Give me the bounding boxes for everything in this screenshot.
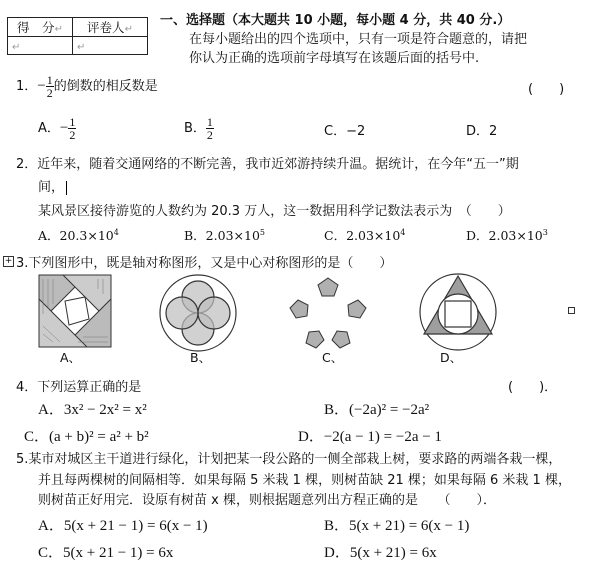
q4-option-c[interactable]: C．(a + b)² = a² + b² <box>24 429 149 445</box>
q5-line2: 并且每两棵树的间隔相等．如果每隔 5 米栽 1 棵，则树苗缺 21 棵；如果每隔 6 米栽 1 棵， <box>38 473 571 488</box>
figure-a-label: A、 <box>60 350 82 365</box>
question-4: 4．下列运算正确的是 <box>16 380 142 395</box>
figure-d-label: D、 <box>440 350 463 365</box>
score-table <box>7 17 148 55</box>
move-handle-icon[interactable]: + <box>4 256 13 266</box>
q5-line3: 则树苗正好用完．设原有树苗 x 棵，则根据题意列出方程正确的是 （ ）． <box>38 493 496 508</box>
q2-line2: 间， <box>38 176 67 195</box>
q4-option-d[interactable]: D．−2(a − 1) = −2a − 1 <box>298 429 442 445</box>
q5-option-c[interactable]: C．5(x + 21 − 1) = 6x <box>38 545 174 561</box>
figure-c-label: C、 <box>322 350 344 365</box>
q2-option-a[interactable]: A．$20.3\times 10^4$ <box>38 227 119 243</box>
q1-option-a[interactable]: A．− $\frac{1}{2}$ <box>38 115 76 142</box>
q4-option-b[interactable]: B．(−2a)² = −2a² <box>324 402 430 418</box>
q4-option-a[interactable]: A．3x² − 2x² = x² <box>38 402 147 418</box>
grader-cell[interactable]: ↵ <box>73 37 148 55</box>
q4-answer-paren[interactable]: ( )． <box>508 380 558 395</box>
figure-a[interactable] <box>38 274 112 348</box>
figure-d[interactable] <box>416 268 500 352</box>
q5-option-b[interactable]: B．5(x + 21) = 6(x − 1) <box>324 518 470 534</box>
figure-b-label: B、 <box>190 350 212 365</box>
section-intro-line1: 在每小题给出的四个选项中，只有一项是符合题意的，请把 <box>189 32 528 47</box>
figure-c[interactable] <box>288 276 368 350</box>
q1-fraction: $\frac{1}{2}$ <box>46 73 53 100</box>
q1-option-c[interactable]: C．−2 <box>324 124 366 139</box>
q2-line3: 某风景区接待游览的人数约为 20.3 万人，这一数据用科学记数法表示为 （ ） <box>38 204 511 219</box>
q5-option-a[interactable]: A．5(x + 21 − 1) = 6(x − 1) <box>38 518 208 534</box>
section-title: 一、选择题（本大题共 10 小题，每小题 4 分，共 40 分.） <box>160 13 511 28</box>
score-cell[interactable]: ↵ <box>8 37 73 55</box>
text-cursor <box>66 181 67 195</box>
question-3: 3.下列图形中，既是轴对称图形，又是中心对称图形的是（ ） <box>16 256 393 271</box>
grader-header: 评卷人↵ <box>73 18 148 37</box>
q1-option-b[interactable]: B． $\frac{1}{2}$ <box>184 115 213 142</box>
q5-line1: 5.某市对城区主干道进行绿化，计划把某一段公路的一侧全部栽上树，要求路的两端各栽一棵， <box>16 452 562 467</box>
q2-option-b[interactable]: B．$2.03\times 10^5$ <box>184 227 265 243</box>
q2-line1: 2．近年来，随着交通网络的不断完善，我市近郊游持续升温。据统计，在今年“五一”期 <box>16 157 519 172</box>
section-intro-line2: 你认为正确的选项前字母填写在该题后面的括号中. <box>189 51 480 66</box>
q1-answer-paren[interactable]: ( ) <box>528 82 565 97</box>
resize-handle-icon[interactable] <box>568 307 575 314</box>
q2-option-d[interactable]: D．$2.03\times 10^3$ <box>466 227 548 243</box>
q1-option-d[interactable]: D．2 <box>466 124 498 139</box>
q2-option-c[interactable]: C．$2.03\times 10^4$ <box>324 227 406 243</box>
figure-b[interactable] <box>158 273 238 353</box>
q5-option-d[interactable]: D．5(x + 21) = 6x <box>324 545 437 561</box>
score-header: 得 分↵ <box>8 18 73 37</box>
question-1: 1．− $\frac{1}{2}$ 的倒数的相反数是 <box>16 73 158 100</box>
